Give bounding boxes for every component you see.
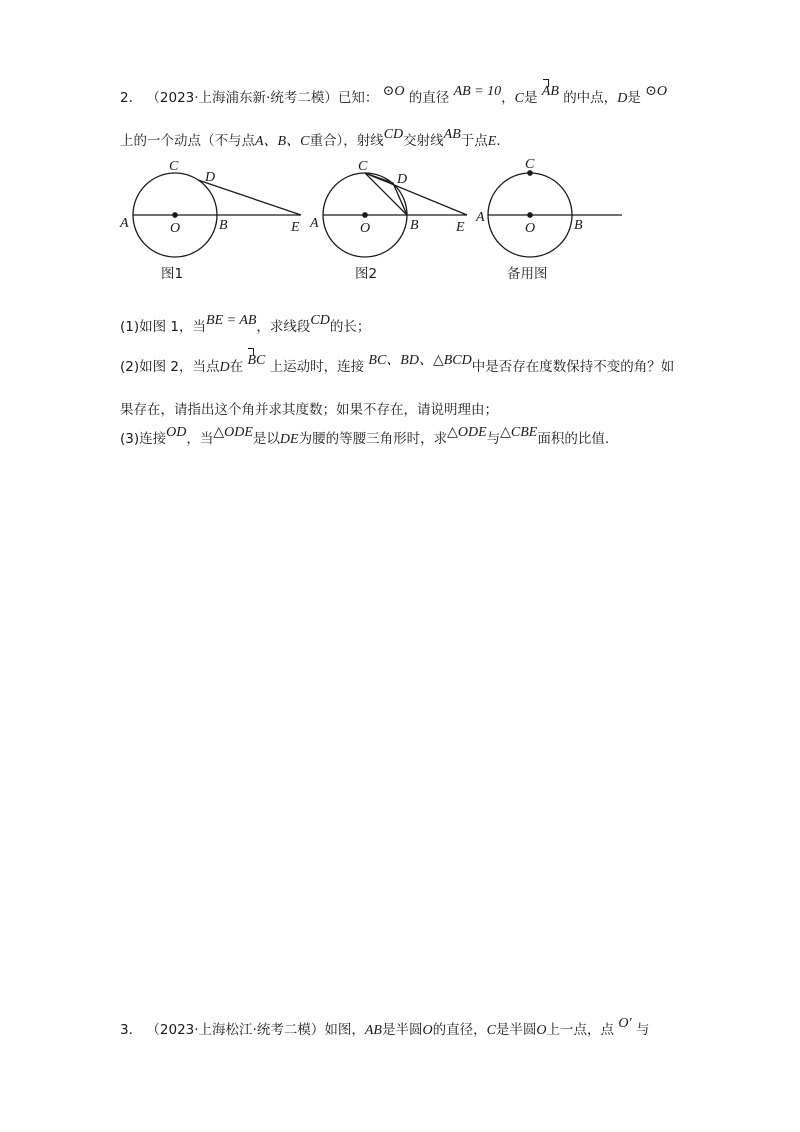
part1-segment-cd: CD <box>310 313 330 328</box>
fig3-label-a: A <box>476 210 485 225</box>
fig1-label-d: D <box>205 170 216 185</box>
fig2-label-c: C <box>358 159 368 174</box>
part3-text: 与 <box>486 431 501 447</box>
q3-text: 是半圆 <box>495 1022 537 1038</box>
part1-text: ，求线段 <box>256 319 311 335</box>
q2-text: 的中点， <box>563 90 618 106</box>
q2-text: 上的一个动点（不与点 <box>120 133 255 149</box>
q2-circle-o: ⊙O <box>382 84 405 99</box>
q3-center-o: O <box>422 1023 433 1038</box>
q2-ab-eq: AB = 10 <box>453 84 502 99</box>
q2-arc-ab: AB <box>541 84 559 99</box>
fig1-caption: 图1 <box>161 266 184 282</box>
part3-text: 为腰的等腰三角形时，求 <box>298 431 448 447</box>
part1-condition: BE = AB <box>206 313 257 328</box>
part3-triangle-ode: △ODE <box>213 425 253 440</box>
q2-text: 重合），射线 <box>309 133 384 149</box>
fig2-caption: 图2 <box>355 266 378 282</box>
q3-line1 <box>120 1018 649 1039</box>
part2-arc-bc: BC <box>247 353 266 368</box>
fig2-label-e: E <box>456 220 465 235</box>
part3-text: (3)连接 <box>120 431 167 447</box>
q2-point-c: C <box>514 91 524 106</box>
part3-triangle-cbe: △CBE <box>500 425 538 440</box>
q3-text: 如图， <box>324 1022 365 1038</box>
part-3 <box>120 427 609 448</box>
q2-points-abc: A、B、C <box>255 134 310 149</box>
q2-line1 <box>120 86 667 107</box>
figure-2-labels <box>309 159 465 236</box>
q3-diameter-ab: AB <box>364 1023 382 1038</box>
q2-point-d: D <box>617 91 628 106</box>
figure-1 <box>133 173 301 257</box>
q2-text: 的直径 <box>408 90 450 106</box>
fig3-label-o: O <box>525 221 536 236</box>
part3-segment-od: OD <box>166 425 187 440</box>
q2-line2 <box>120 129 501 150</box>
fig1-point-o <box>173 213 177 217</box>
part2-text: (2)如图 2，当点 <box>120 359 220 375</box>
part3-text: 面积的比值. <box>537 431 610 447</box>
part2-text: 中是否存在度数保持不变的角？如 <box>471 359 675 375</box>
q2-text: 是 <box>627 90 641 106</box>
fig1-label-b: B <box>219 218 228 233</box>
q3-text: 的直径， <box>432 1022 487 1038</box>
q3-text: 是半圆 <box>381 1022 423 1038</box>
q2-point-e: E <box>487 134 497 149</box>
fig3-caption: 备用图 <box>507 266 548 282</box>
q2-text: 于点 <box>460 133 488 149</box>
part2-text: 在 <box>229 359 244 375</box>
fig2-point-o <box>363 213 367 217</box>
fig1-label-c: C <box>169 159 179 174</box>
q2-number: 2． <box>120 90 143 106</box>
q3-point-oprime: O′ <box>618 1016 632 1031</box>
fig2-label-b: B <box>410 218 419 233</box>
figure-3-labels <box>475 158 583 236</box>
figure-1-labels <box>119 159 300 236</box>
q3-point-c: C <box>486 1023 496 1038</box>
q2-text: 是 <box>523 90 538 106</box>
fig1-label-e: E <box>291 220 300 235</box>
fig3-label-c: C <box>525 158 535 172</box>
q3-center-o2: O <box>536 1023 547 1038</box>
fig3-point-o <box>528 213 532 217</box>
q2-text: 交射线 <box>403 133 444 149</box>
q3-text: 上一点，点 <box>546 1022 615 1038</box>
fig2-label-a: A <box>310 216 319 231</box>
fig2-label-d: D <box>397 172 408 187</box>
fig1-label-o: O <box>170 221 181 236</box>
part-2-line2: 果存在，请指出这个角并求其度数；如果不存在，请说明理由； <box>120 402 498 418</box>
q2-source: （2023·上海浦东新·统考二模） <box>146 90 338 106</box>
part-1 <box>120 315 370 336</box>
fig1-label-a: A <box>120 216 129 231</box>
figure-2 <box>323 173 467 257</box>
geometry-figures <box>0 158 800 308</box>
part3-text: 是以 <box>252 431 280 447</box>
q2-text: 已知： <box>337 90 379 106</box>
q2-circle-o2: ⊙O <box>645 84 667 99</box>
q3-text: 与 <box>635 1022 650 1038</box>
part2-text: 上运动时，连接 <box>269 359 365 375</box>
q2-ray-cd: CD <box>383 127 404 142</box>
part3-triangle-ode2: △ODE <box>447 425 487 440</box>
part2-elements: BC、BD、△BCD <box>368 353 472 368</box>
part-2 <box>120 355 674 376</box>
part2-point-d: D <box>219 360 230 375</box>
q3-source: （2023·上海松江·统考二模） <box>146 1022 325 1038</box>
q2-text: . <box>496 133 501 149</box>
fig2-label-o: O <box>360 221 371 236</box>
part3-text: ，当 <box>186 431 214 447</box>
part1-text: (1)如图 1，当 <box>120 319 207 335</box>
figure-3 <box>488 171 622 257</box>
q2-ray-ab: AB <box>443 127 461 142</box>
fig3-label-b: B <box>574 218 583 233</box>
q2-text: ， <box>501 90 515 106</box>
q3-number: 3． <box>120 1022 143 1038</box>
part3-segment-de: DE <box>279 432 299 447</box>
part1-text: 的长； <box>329 319 371 335</box>
fig2-line-ce <box>365 173 467 215</box>
